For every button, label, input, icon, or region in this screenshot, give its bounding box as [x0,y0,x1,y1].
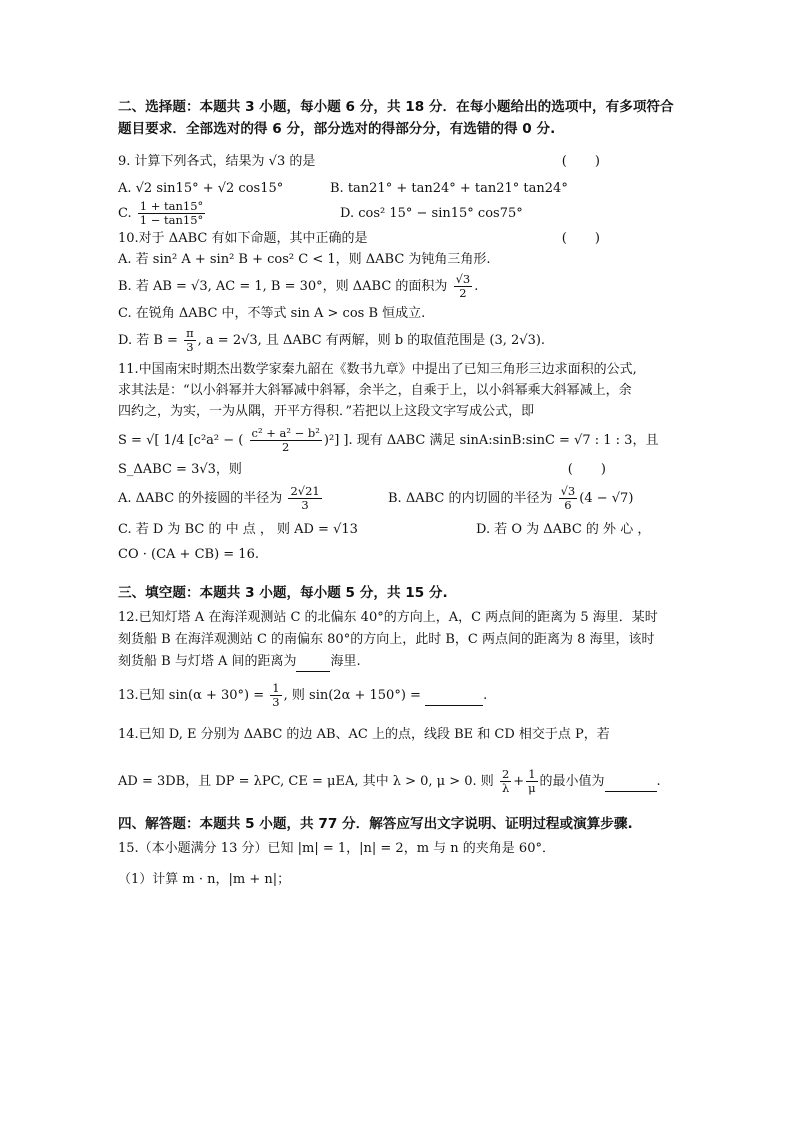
answer-paren: ( ) [561,154,612,169]
q15-part-1: （1）计算 m · n，|m + n|； [118,872,291,887]
q11-a-text: A. ΔABC 的外接圆的半径为 [118,491,283,506]
q10-d-text: D. 若 B = [118,333,178,348]
q11-options-cd [118,520,678,539]
q9-option-c-label: C. [118,206,132,221]
q10-option-c: C. 在锐角 ΔABC 中，不等式 sin A > cos B 恒成立. [118,306,426,321]
q10-b-denominator: 2 [459,286,467,300]
answer-paren: ( ) [561,231,612,246]
q10-d-fraction [184,327,196,354]
q12-blank[interactable] [296,652,330,672]
q9-options-cd [118,200,678,227]
q10-d-end: , a = 2√3, 且 ΔABC 有两解，则 b 的取值范围是 (3, 2√3). [197,333,546,348]
q11-option-c: C. 若 D 为 BC 的 中 点 ， 则 AD = √13 [118,522,358,537]
q13-text: 13.已知 sin(α + 30°) = [118,688,265,703]
q13-end: . [483,688,488,703]
exam-page [118,96,678,889]
question-15-stem: 15.（本小题满分 13 分）已知 |m| = 1，|n| = 2，m 与 n 的夹角是 60°． [118,841,555,856]
q10-option-b [118,273,678,300]
q11-option-d: D. 若 O 为 ΔABC 的 外 心 ， [476,522,651,537]
q14-numerator-2: 1 [528,767,536,781]
q11-a-numerator: 2√21 [290,484,320,498]
heron-numerator: c² + a² − b² [251,426,320,440]
q14-line-2 [118,768,678,795]
heron-formula-start: S = √[ 1/4 [c²a² − ( [118,433,244,448]
question-10-stem [118,229,678,248]
q10-text: 10.对于 ΔABC 有如下命题，其中正确的是 [118,231,368,246]
q9-c-denominator: 1 − tan15° [139,213,204,227]
q12-line-1: 12.已知灯塔 A 在海洋观测站 C 的北偏东 40°的方向上，A，C 两点间的距离为 5 海里．某时 [118,610,658,625]
q9-option-c [118,200,340,227]
q11-line-3: 四约之，为实，一为从隅，开平方得积．”若把以上这段文字写成公式，即 [118,404,535,419]
q14-plus: + [513,774,525,789]
q10-b-text: B. 若 AB = √3, AC = 1, B = 30°，则 ΔABC 的面积为 [118,279,448,294]
q13-numerator: 1 [272,681,280,695]
question-9-stem [118,152,678,171]
heron-formula-end: )²] ] [323,433,349,448]
q14-line-1: 14.已知 D, E 分别为 ΔABC 的边 AB、AC 上的点，线段 BE 和 CD 相交于点 P，若 [118,727,610,742]
q14-fraction-1 [500,768,511,795]
q14-min-text: 的最小值为 [539,774,605,789]
q10-option-d [118,327,678,354]
q11-options-ab [118,485,678,512]
q14-line-2-text: AD = 3DB，且 DP = λPC, CE = μEA, 其中 λ > 0, μ > 0. 则 [118,774,494,789]
q14-denominator-1: λ [501,781,510,795]
section-3-heading: 三、填空题：本题共 3 小题，每小题 5 分，共 15 分. [118,585,448,601]
q10-b-end: . [474,279,479,294]
q11-b-fraction [559,485,578,512]
q11-a-denominator: 3 [301,498,309,512]
q11-b-text: B. ΔABC 的内切圆的半径为 [388,491,553,506]
q9-option-b: B. tan21° + tan24° + tan21° tan24° [330,181,568,196]
q11-option-d-cont: CO · (CA + CB) = 16. [118,547,259,562]
heron-denominator: 2 [282,440,290,454]
q11-condition: . 现有 ΔABC 满足 sinA:sinB:sinC = √7 : 1 : 3，且 [348,433,659,448]
q9-c-numerator: 1 + tan15° [139,199,204,213]
q14-end: . [656,774,661,789]
q10-option-a: A. 若 sin² A + sin² B + cos² C < 1，则 ΔABC 为钝角三角形. [118,252,491,267]
q14-fraction-2 [526,768,537,795]
q11-b-numerator: √3 [560,484,576,498]
answer-paren: ( ) [567,462,618,477]
q10-b-fraction [454,273,473,300]
q14-numerator-1: 2 [501,767,510,781]
q11-option-a [118,485,388,512]
q13-fraction [270,682,281,709]
q14-blank[interactable] [605,772,657,792]
section-4-heading: 四、解答题：本题共 5 小题，共 77 分．解答应写出文字说明、证明过程或演算步骤. [118,816,633,832]
q13-blank[interactable] [425,686,483,706]
q9-option-a: A. √2 sin15° + √2 cos15° [118,181,284,196]
q9-text: 9. 计算下列各式，结果为 √3 的是 [118,154,316,169]
q12-line-3-text: 刻货船 B 与灯塔 A 间的距离为 [118,654,297,669]
q12-line-2: 刻货船 B 在海洋观测站 C 的南偏东 80°的方向上，此时 B，C 两点间的距离为 8 海里，该时 [118,632,655,647]
q10-b-numerator: √3 [455,272,471,286]
q11-b-denominator: 6 [564,498,572,512]
q10-d-numerator: π [186,326,194,340]
q10-d-denominator: 3 [186,340,194,354]
q9-option-d: D. cos² 15° − sin15° cos75° [340,206,523,221]
q9-option-c-fraction [138,200,206,227]
q12-unit: 海里. [330,654,361,669]
heron-formula-fraction [250,427,322,454]
section-2-heading: 二、选择题：本题共 3 小题，每小题 6 分，共 18 分．在每小题给出的选项中，有多项符合题目要求．全部选对的得 6 分，部分选对的得部分分，有选错的得 0 分. [118,99,674,137]
q11-area: S_ΔABC = 3√3，则 [118,462,242,477]
q14-denominator-2: μ [528,781,536,795]
q11-formula-line [118,427,678,454]
q11-line-2: 求其法是：“以小斜幂并大斜幂减中斜幂，余半之，自乘于上，以小斜幂乘大斜幂减上，余 [118,383,632,398]
q13-denominator: 3 [272,695,280,709]
q11-a-fraction [288,485,321,512]
q12-line-3 [118,652,678,672]
question-13 [118,682,678,709]
q9-options-ab [118,179,678,198]
q11-line-1: 11.中国南宋时期杰出数学家秦九韶在《数书九章》中提出了已知三角形三边求面积的公式, [118,362,637,377]
q13-text-2: , 则 sin(2α + 150°) = [283,688,421,703]
q11-area-line [118,460,678,479]
q11-b-end: (4 − √7) [579,491,634,506]
q11-option-b [388,485,633,512]
